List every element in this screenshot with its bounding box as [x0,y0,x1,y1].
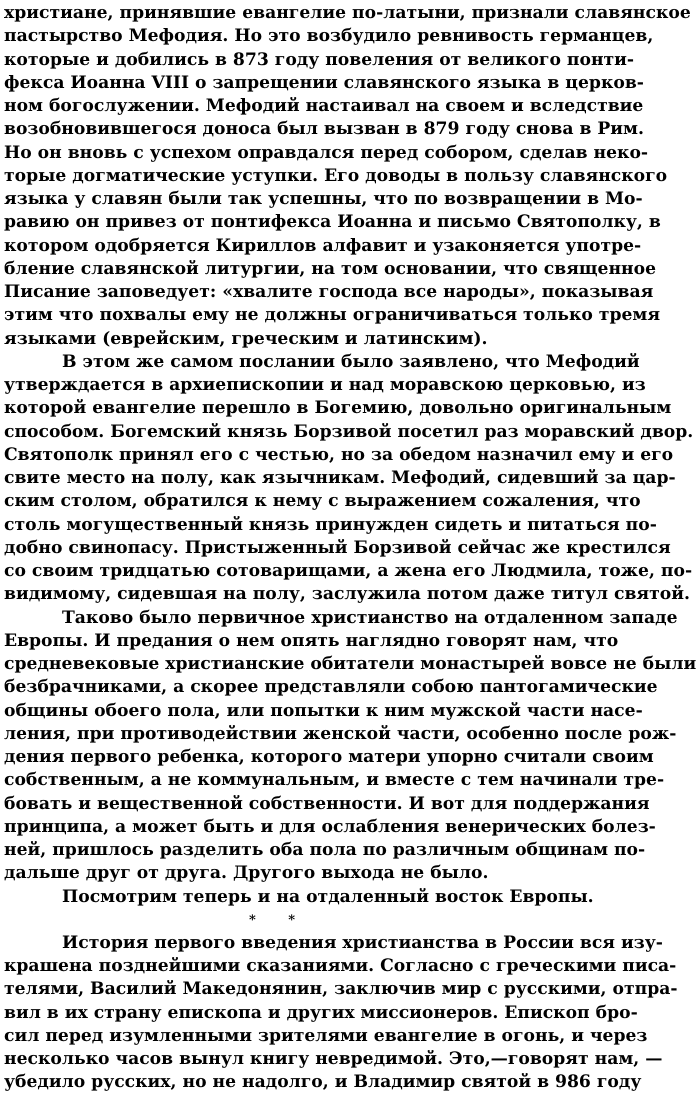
section-separator: * * [248,912,310,928]
text-line: ления, при противодействии женской части, особенно после рож- [4,723,677,744]
text-line: ном богослужении. Мефодий настаивал на своем и вследствие [4,96,644,116]
text-line: утверждается в архиепископии и над моравскою церковью, из [4,375,646,395]
text-line: бовать и вещественной собственности. И вот для поддержания [4,793,650,814]
text-line: В этом же самом послании было заявлено, что Мефодий [62,351,640,372]
text-line: которой евангелие перешло в Богемию, довольно оригинальным [4,398,672,419]
text-line: фекса Иоанна VIII о запрещении славянского языка в церков- [4,72,644,93]
text-line: которые и добились в 873 году повеления от великого понти- [4,49,635,70]
text-line: Европы. И предания о нем опять наглядно говорят нам, что [4,630,619,651]
text-line: пастырство Мефодия. Но это возбудило ревнивость германцев, [4,26,654,47]
text-line: несколько часов вынул книгу невредимой. Это,—говорят нам, — [4,1049,663,1069]
paragraph-1 [4,2,691,351]
text-line: христиане, принявшие евангелие по-латыни, признали славянское [4,3,691,23]
text-line: Писание заповедует: «хвалите господа все народы», показывая [4,282,654,302]
text-line: возобновившегося доноса был вызван в 879 году снова в Рим. [4,119,644,140]
text-line: свите место на полу, как язычникам. Мефодий, сидевший за цар- [4,468,676,488]
text-line: Посмотрим теперь и на отдаленный восток Европы. [62,886,594,907]
text-line: сил перед изумленными зрителями евангелие в огонь, и через [4,1025,648,1046]
text-line: общины обоего пола, или попытки к ним мужской части насе- [4,700,643,721]
text-line: добно свинопасу. Пристыженный Борзивой сейчас же крестился [4,537,671,558]
paragraph-3 [4,607,696,886]
text-line: языка у славян были так успешны, что по возвращении в Мо- [4,189,643,209]
text-line: Святополк принял его с честью, но за обедом назначил ему и его [4,444,674,465]
text-line: со своим тридцатью сотоварищами, а жена его Людмила, тоже, по- [4,561,693,581]
text-line: способом. Богемский князь Борзивой посетил раз моравский двор. [4,421,694,442]
text-line: этим что похвалы ему не должны ограничиваться только тремя [4,305,661,326]
text-line: ней, пришлось разделить оба пола по различным общинам по- [4,840,646,860]
text-line: ским столом, обратился к нему с выражением сожаления, что [4,491,641,512]
text-line: Но он вновь с успехом оправдался перед собором, сделав неко- [4,142,649,163]
text-line: убедило русских, но не надолго, и Владимир святой в 986 году [4,1072,642,1093]
text-line: собственным, а не коммунальным, и вместе с тем начинали тре- [4,770,665,791]
text-line: телями, Василий Македонянин, заключив мир с русскими, отпра- [4,979,678,1000]
text-line: История первого введения христианства в России вся изу- [62,932,663,953]
text-line: принципа, а может быть и для ослабления венерических болез- [4,816,656,837]
text-line: дальше друг от друга. Другого выхода не было. [4,863,489,884]
text-line: бление славянской литургии, на том основании, что священное [4,258,657,279]
text-line: вил в их страну епископа и других миссионеров. Епископ бро- [4,1002,638,1023]
paragraph-4 [4,886,594,909]
text-line: равию он привез от понтифекса Иоанна и письмо Святополку, в [4,212,661,233]
paragraph-5 [4,932,678,1095]
text-line: дения первого ребенка, которого матери упорно считали своим [4,747,654,767]
text-line: видимому, сидевшая на полу, заслужила потом даже титул святой. [4,584,690,605]
text-line: крашена позднейшими сказаниями. Согласно с греческими писа- [4,956,677,976]
text-line: Таково было первичное христианство на отдаленном западе [62,607,678,628]
text-line: торые догматические уступки. Его доводы в пользу славянского [4,165,668,186]
text-line: средневековые христианские обитатели монастырей вовсе не были [4,654,696,674]
text-line: котором одобряется Кириллов алфавит и узаконяется употре- [4,235,642,256]
text-line: столь могущественный князь принужден сидеть и питаться по- [4,514,657,535]
text-line: языками (еврейским, греческим и латинским). [4,328,488,349]
paragraph-2 [4,351,694,607]
text-line: безбрачниками, а скорее представляли собою пантогамические [4,677,658,698]
